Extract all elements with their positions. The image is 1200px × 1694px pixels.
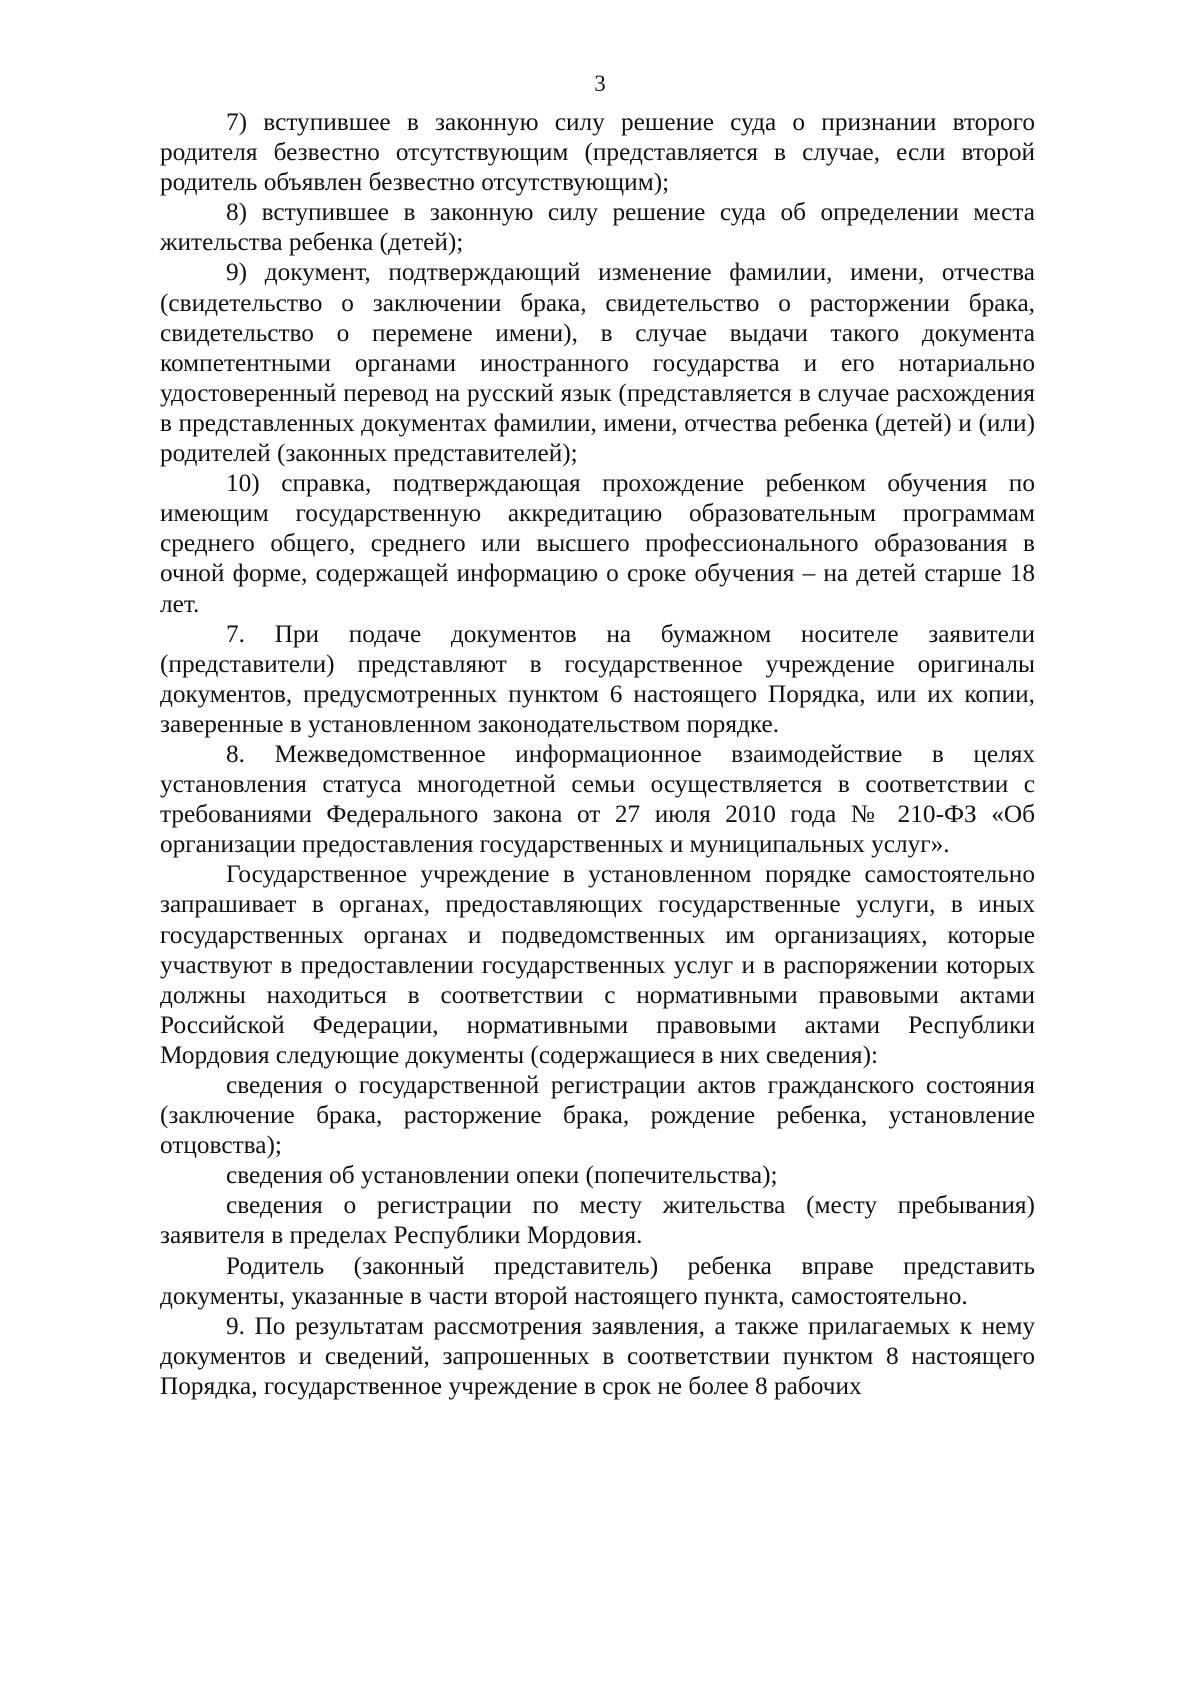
paragraph-item-8: 8) вступившее в законную силу решение суда об определении места жительства ребенка (детей); xyxy=(160,198,1035,257)
paragraph-civil-registry: сведения о государственной регистрации актов гражданского состояния (заключение брака, расторжение брака, рождение ребенка, установление отцовства); xyxy=(160,1071,1035,1160)
paragraph-guardianship: сведения об установлении опеки (попечительства); xyxy=(226,1161,778,1190)
paragraph-item-10: 10) справка, подтверждающая прохождение ребенком обучения по имеющим государственную аккредитацию образовательным программам среднего общего, среднего или высшего профессионального образования в очной форме, содержащей информацию о сроке обучения – на детей старше 18 лет. xyxy=(160,469,1035,618)
page-number: 3 xyxy=(594,71,606,96)
paragraph-item-7: 7) вступившее в законную силу решение суда о признании второго родителя безвестно отсутствующим (представляется в случае, если второй родитель объявлен безвестно отсутствующим); xyxy=(160,108,1035,197)
paragraph-clause-8: 8. Межведомственное информационное взаимодействие в целях установления статуса многодетной семьи осуществляется в соответствии с требованиями Федерального закона от 27 июля 2010 года № 210-ФЗ «Об организации предоставления государственных и муниципальных услуг». xyxy=(160,739,1035,859)
paragraph-item-9: 9) документ, подтверждающий изменение фамилии, имени, отчества (свидетельство о заключении брака, свидетельство о расторжении брака, свидетельство о перемене имени), в случае выдачи такого документа компетентными органами иностранного государства и его нотариально удостоверенный перевод на русский язык (представляется в случае расхождения в представленных документах фамилии, имени, отчества ребенка (детей) и (или) родителей (законных представителей); xyxy=(160,258,1035,468)
paragraph-clause-8-part-2: Государственное учреждение в установленном порядке самостоятельно запрашивает в органах, предоставляющих государственные услуги, в иных государственных органах и подведомственных им организациях, которые участвуют в предоставлении государственных услуг и в распоряжении которых должны находиться в соответствии с нормативными правовыми актами Российской Федерации, нормативными правовыми актами Республики Мордовия следующие документы (содержащиеся в них сведения): xyxy=(160,860,1035,1069)
paragraph-parent-right: Родитель (законный представитель) ребенка вправе представить документы, указанные в части второй настоящего пункта, самостоятельно. xyxy=(160,1251,1035,1310)
document-body xyxy=(160,107,1035,1401)
paragraph-residence: сведения о регистрации по месту жительства (месту пребывания) заявителя в пределах Республики Мордовия. xyxy=(160,1191,1035,1250)
paragraph-clause-9: 9. По результатам рассмотрения заявления, а также прилагаемых к нему документов и сведений, запрошенных в соответствии пунктом 8 настоящего Порядка, государственное учреждение в срок не более 8 рабочих xyxy=(160,1311,1035,1400)
paragraph-clause-7: 7. При подаче документов на бумажном носителе заявители (представители) представляют в государственное учреждение оригиналы документов, предусмотренных пунктом 6 настоящего Порядка, или их копии, заверенные в установленном законодательством порядке. xyxy=(160,619,1035,738)
